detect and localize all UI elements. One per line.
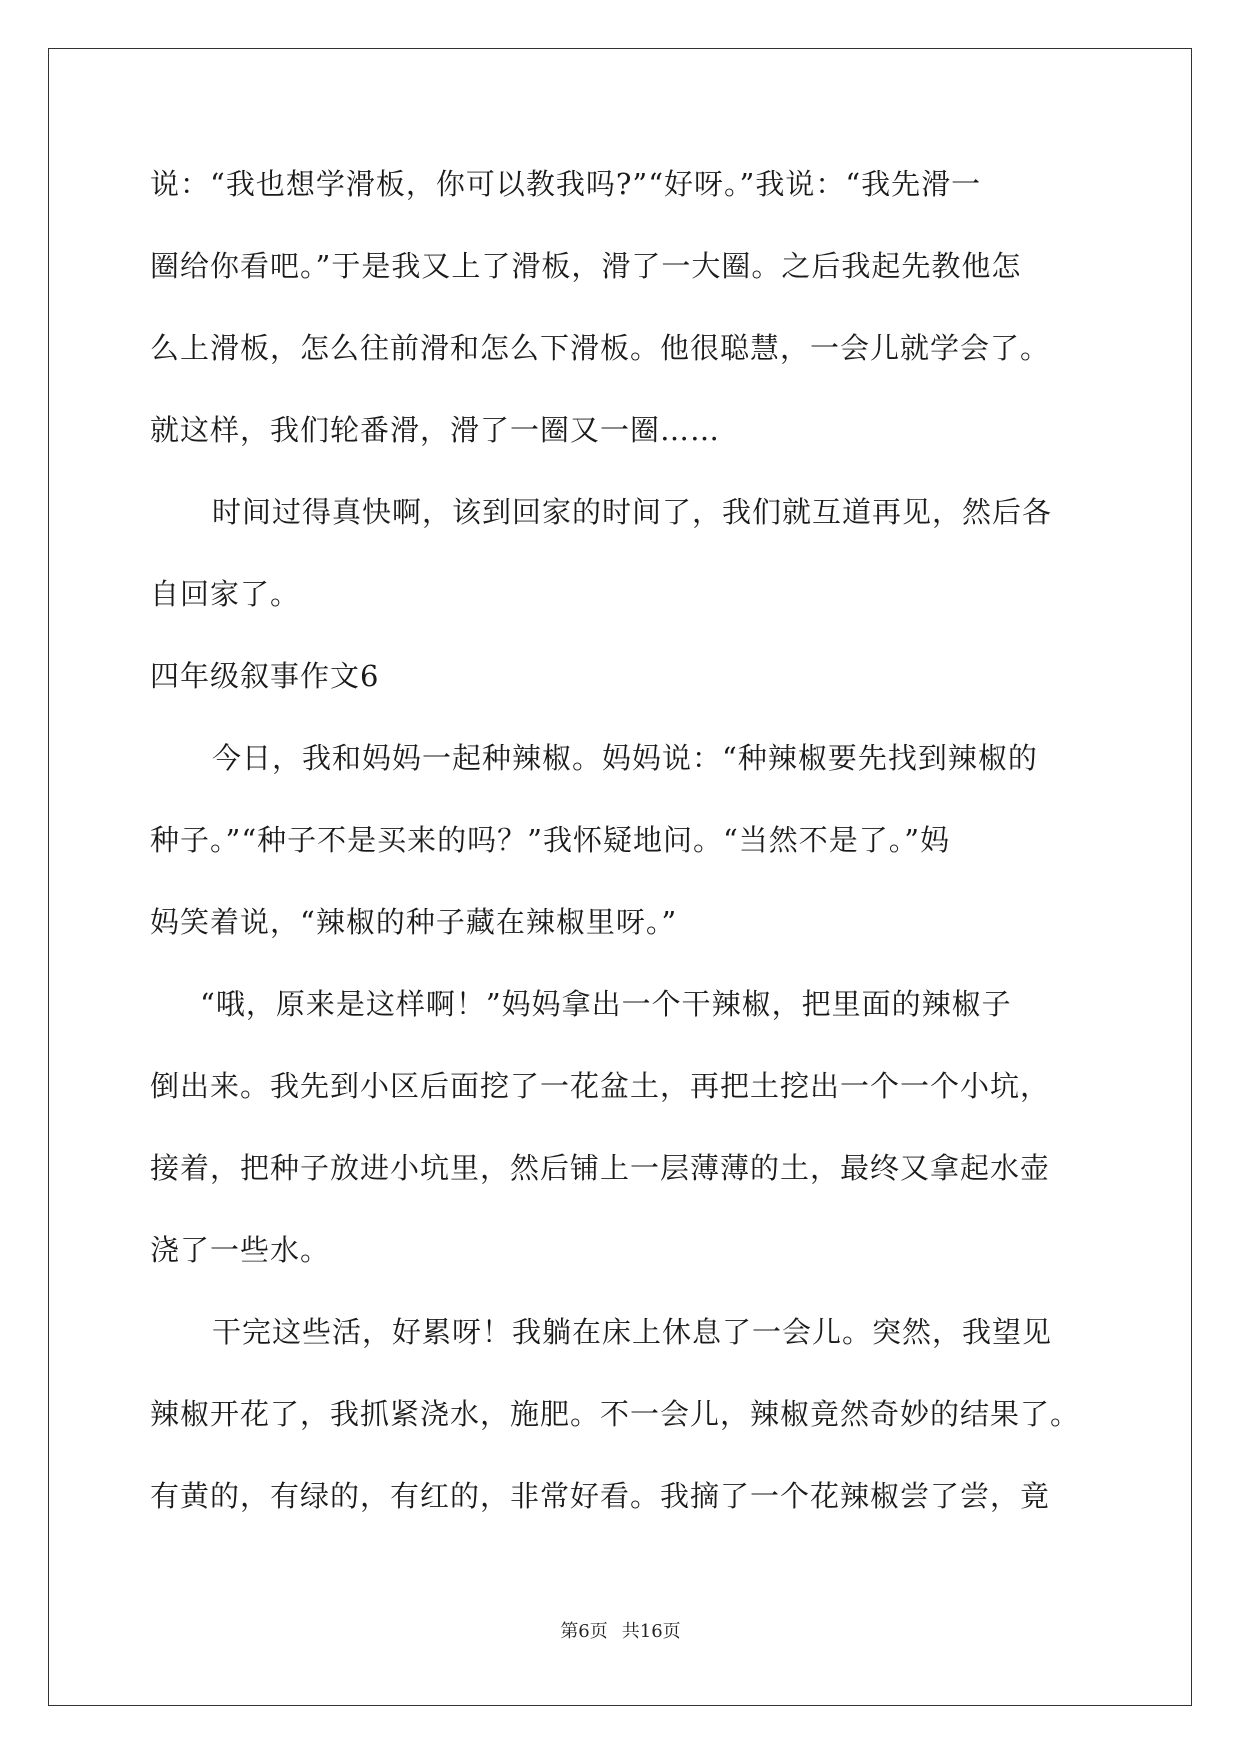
- paragraph-line: 自回家了。: [150, 577, 301, 611]
- paragraph-line: 今日，我和妈妈一起种辣椒。妈妈说：“种辣椒要先找到辣椒的: [212, 741, 1038, 775]
- total-page-count: 共16页: [621, 1621, 681, 1642]
- paragraph-line: 妈笑着说，“辣椒的种子藏在辣椒里呀。”: [150, 905, 678, 939]
- page-footer: [0, 1617, 1241, 1643]
- paragraph-line: 倒出来。我先到小区后面挖了一花盆土，再把土挖出一个一个小坑，: [150, 1069, 1051, 1103]
- paragraph-line: 辣椒开花了，我抓紧浇水，施肥。不一会儿，辣椒竟然奇妙的结果了。: [150, 1397, 1081, 1431]
- section-heading: 四年级叙事作文6: [150, 659, 380, 693]
- paragraph-line: 浇了一些水。: [150, 1233, 331, 1267]
- paragraph-line: 种子。”“种子不是买来的吗？”我怀疑地问。“当然不是了。”妈: [150, 823, 951, 857]
- paragraph-line: 时间过得真快啊，该到回家的时间了，我们就互道再见，然后各: [212, 495, 1053, 529]
- paragraph-line: 有黄的，有绿的，有红的，非常好看。我摘了一个花辣椒尝了尝，竟: [150, 1479, 1051, 1513]
- paragraph-line: 说：“我也想学滑板，你可以教我吗?”“好呀。”我说：“我先滑一: [150, 167, 982, 201]
- paragraph-line: 干完这些活，好累呀！我躺在床上休息了一会儿。突然，我望见: [212, 1315, 1053, 1349]
- current-page-number: 第6页: [560, 1621, 608, 1642]
- paragraph-line: 就这样，我们轮番滑，滑了一圈又一圈……: [150, 413, 721, 447]
- paragraph-line: 接着，把种子放进小坑里，然后铺上一层薄薄的土，最终又拿起水壶: [150, 1151, 1051, 1185]
- paragraph-line: “哦，原来是这样啊！”妈妈拿出一个干辣椒，把里面的辣椒子: [200, 987, 1012, 1021]
- paragraph-line: 么上滑板，怎么往前滑和怎么下滑板。他很聪慧，一会儿就学会了。: [150, 331, 1051, 365]
- document-body: [150, 160, 1090, 1554]
- paragraph-line: 圈给你看吧。”于是我又上了滑板，滑了一大圈。之后我起先教他怎: [150, 249, 1022, 283]
